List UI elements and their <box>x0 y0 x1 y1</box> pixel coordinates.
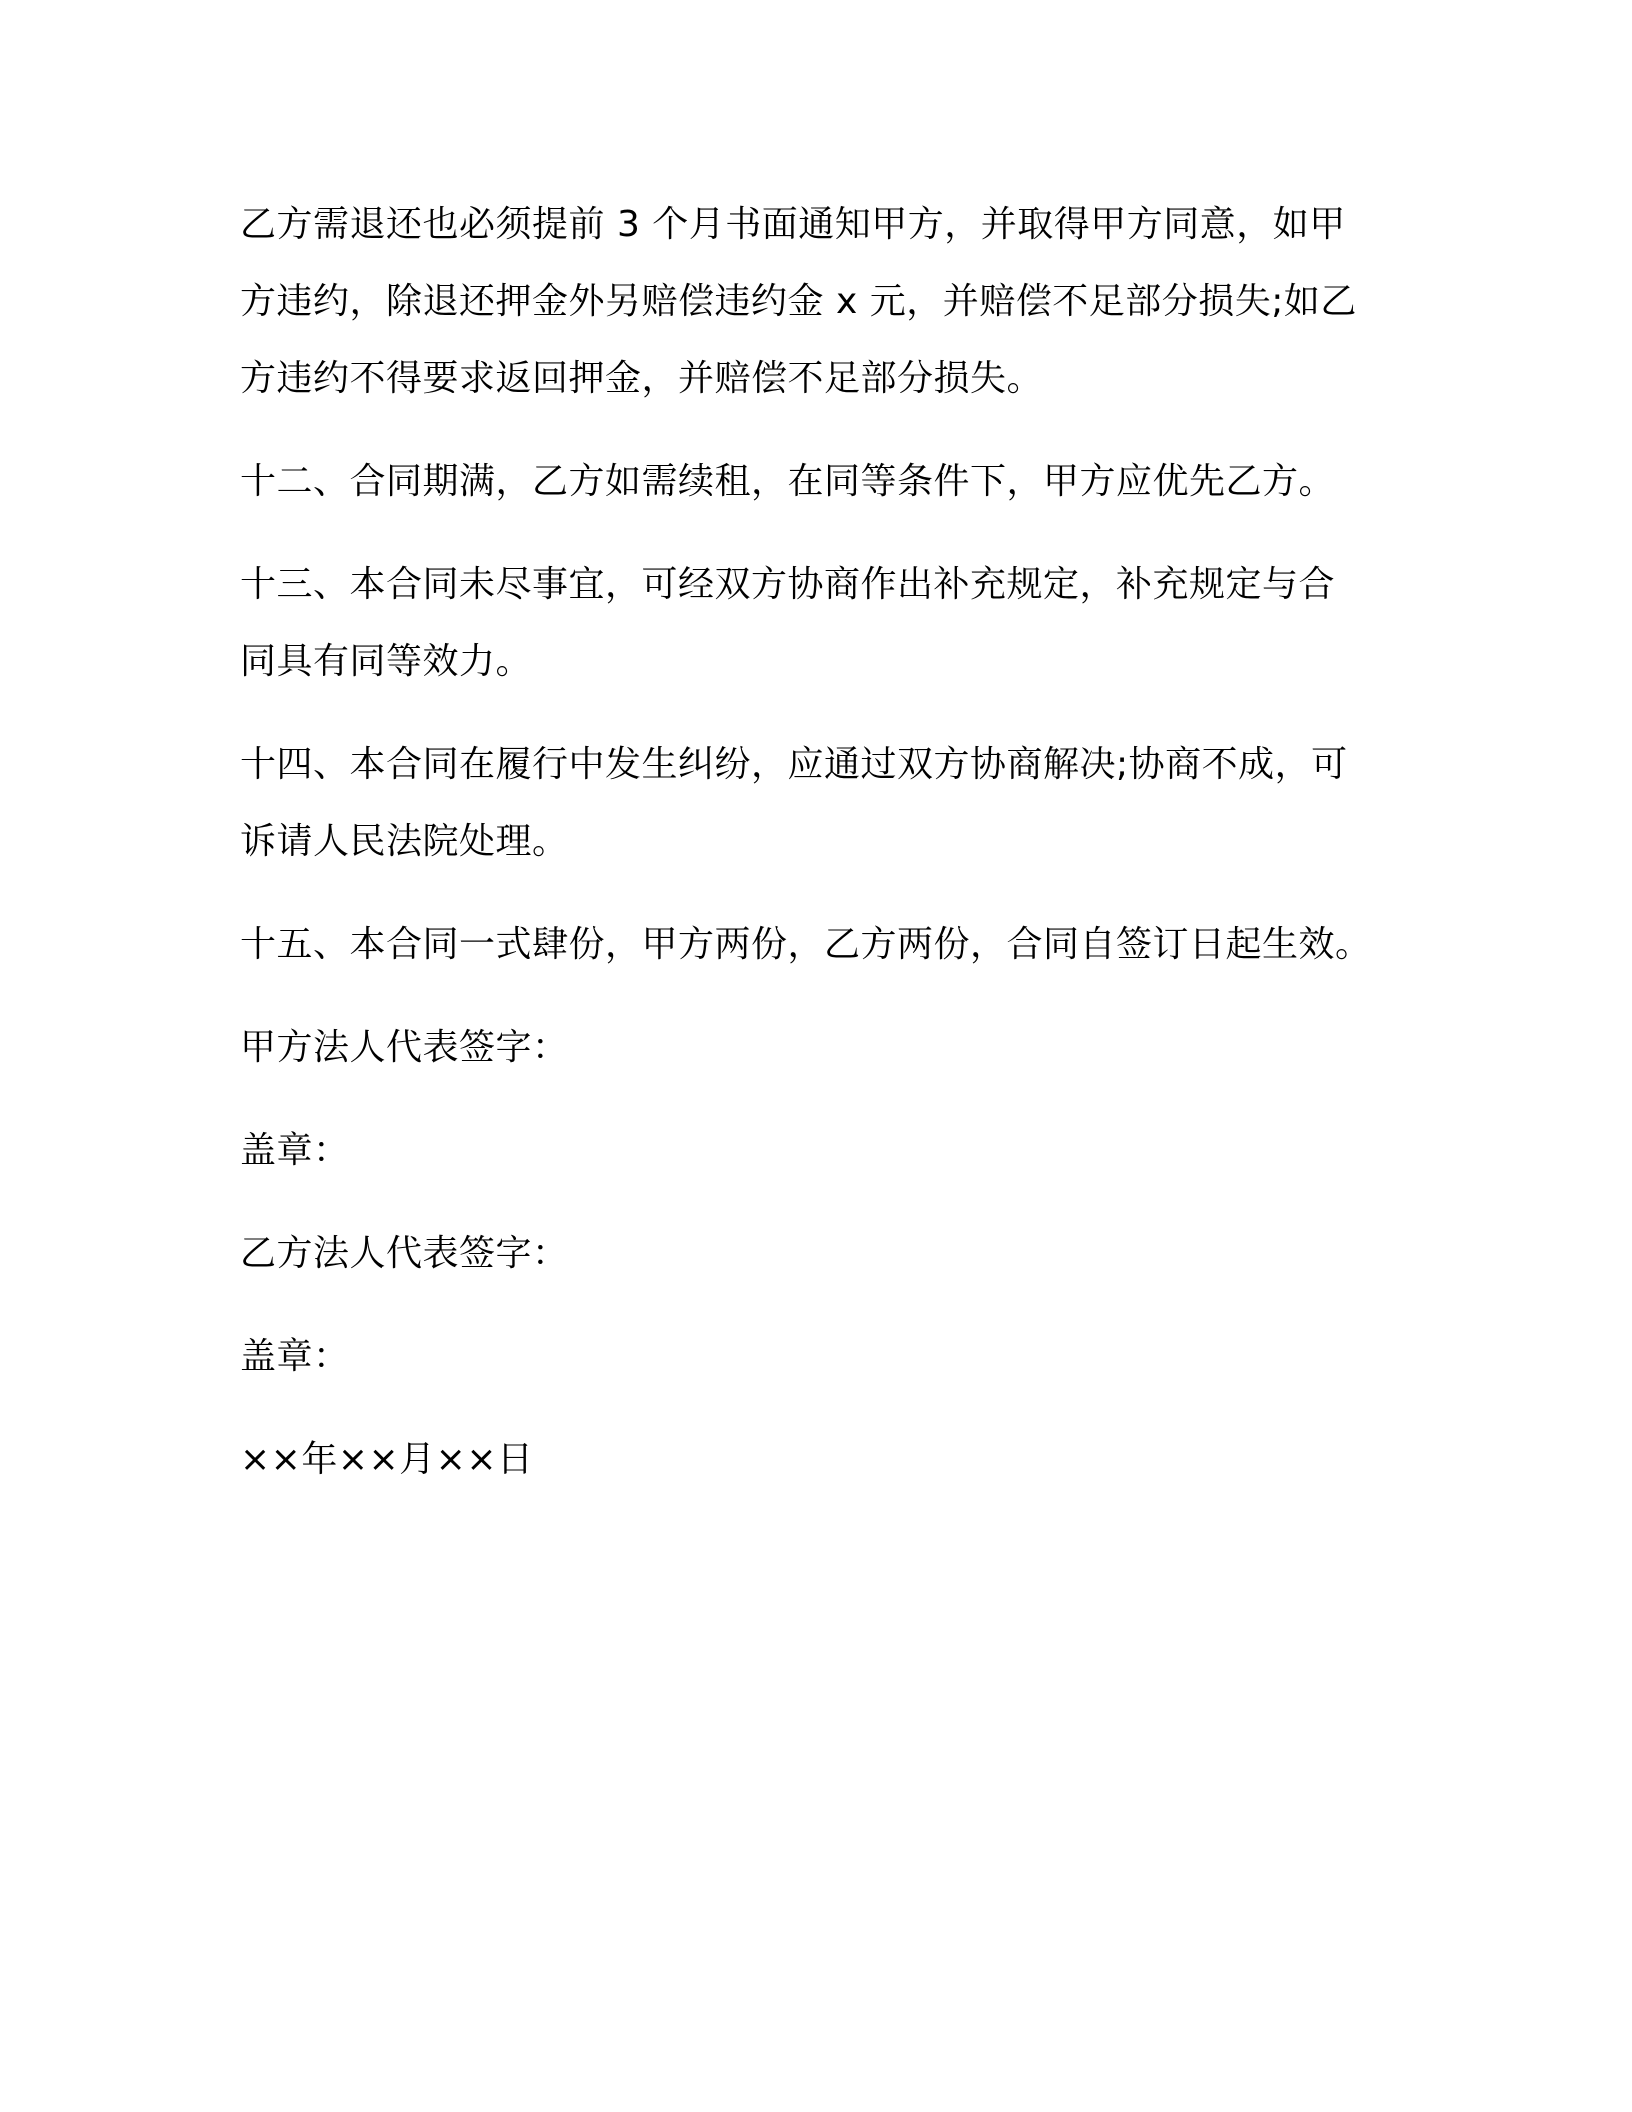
party-a-seal-label: 盖章： <box>240 1130 350 1171</box>
text-line: 同具有同等效力。 <box>240 641 533 682</box>
text-line: 十三、本合同未尽事宜，可经双方协商作出补充规定，补充规定与合 <box>240 564 1336 605</box>
clause-13 <box>240 546 1390 700</box>
text-line: 十五、本合同一式肆份，甲方两份，乙方两份，合同自签订日起生效。 <box>240 924 1372 965</box>
clause-11-continuation <box>240 186 1390 417</box>
text-line: 十四、本合同在履行中发生纠纷，应通过双方协商解决;协商不成，可 <box>240 744 1348 785</box>
party-b-seal-label: 盖章： <box>240 1336 350 1377</box>
text-line: 乙方需退还也必须提前 3 个月书面通知甲方，并取得甲方同意，如甲 <box>240 204 1346 245</box>
document-body <box>240 186 1390 1524</box>
signing-date: ××年××月××日 <box>240 1439 534 1480</box>
text-line: 方违约不得要求返回押金，并赔偿不足部分损失。 <box>240 358 1044 399</box>
text-line: 诉请人民法院处理。 <box>240 821 569 862</box>
clause-15 <box>240 906 1390 983</box>
clause-12 <box>240 443 1390 520</box>
clause-14 <box>240 726 1390 880</box>
text-line: 方违约，除退还押金外另赔偿违约金 x 元，并赔偿不足部分损失;如乙 <box>240 281 1357 322</box>
text-line: 十二、合同期满，乙方如需续租，在同等条件下，甲方应优先乙方。 <box>240 461 1336 502</box>
party-a-signature-label: 甲方法人代表签字： <box>240 1027 569 1068</box>
party-b-signature-label: 乙方法人代表签字： <box>240 1233 569 1274</box>
